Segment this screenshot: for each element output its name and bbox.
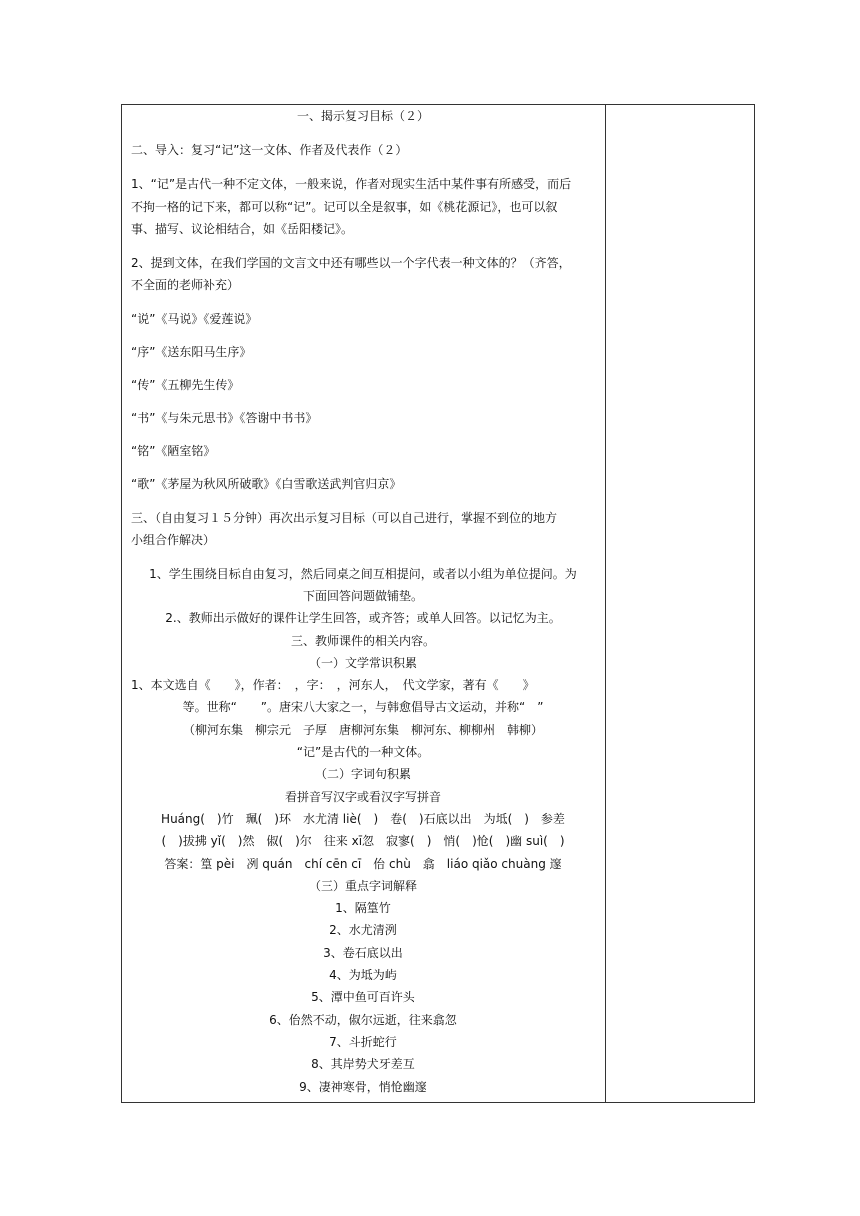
pinyin-exercise-line: Huáng( )竹 珮( )环 水尤清 liè( ) 卷( )石底以出 为坻( ) 参差 <box>161 812 565 826</box>
answer-line: （柳河东集 柳宗元 子厚 唐柳河东集 柳河东、柳柳州 韩柳） <box>182 723 543 737</box>
paragraph-line: 1、学生围绕目标自由复习，然后同桌之间互相提问，或者以小组为单位提问。为 <box>149 567 577 581</box>
section-heading-1: 一、揭示复习目标（２） <box>296 109 429 123</box>
list-item: 3、卷石底以出 <box>323 946 403 960</box>
instruction-line: 看拼音写汉字或看汉字写拼音 <box>284 790 441 804</box>
subsection-heading: （一）文学常识积累 <box>308 656 417 670</box>
list-item: 4、为坻为屿 <box>329 968 397 982</box>
list-item: 8、其岸势犬牙差互 <box>311 1057 415 1071</box>
fill-in-line: 等。世称“ ”。唐宋八大家之一，与韩愈倡导古文运动，并称“ ” <box>182 700 544 714</box>
genre-line: “序”《送东阳马生序》 <box>131 345 252 359</box>
paragraph-line: “记”是古代的一种文体。 <box>296 745 430 759</box>
genre-line: “歌”《茅屋为秋风所破歌》《白雪歌送武判官归京》 <box>131 477 402 491</box>
subsection-heading: 三、教师课件的相关内容。 <box>290 634 435 648</box>
pinyin-exercise-line: ( )拔拂 yǐ( )然 俶( )尔 往来 xī忽 寂寥( ) 悄( )怆( )幽 suì( ) <box>161 834 565 848</box>
paragraph-line: 事、描写、议论相结合，如《岳阳楼记》。 <box>131 222 354 236</box>
genre-line: “书”《与朱元思书》《答谢中书书》 <box>131 411 318 425</box>
paragraph-line: 下面回答问题做铺垫。 <box>302 589 423 603</box>
answer-line: 答案：篁 pèi 冽 quán chí cēn cī 佁 chù 翕 liáo qiǎo chuàng 邃 <box>164 857 562 871</box>
fill-in-line: 1、本文选自《 》，作者： ，字： ，河东人， 代文学家，著有《 》 <box>131 678 535 692</box>
list-item: 9、凄神寒骨，悄怆幽邃 <box>299 1080 427 1094</box>
section-heading-3: 三、（自由复习１５分钟）再次出示复习目标（可以自己进行，掌握不到位的地方 <box>131 511 558 525</box>
list-item: 7、斗折蛇行 <box>329 1035 397 1049</box>
paragraph-line: 1、“记”是古代一种不定文体，一般来说，作者对现实生活中某件事有所感受，而后 <box>131 177 572 191</box>
list-item: 5、潭中鱼可百许头 <box>311 990 415 1004</box>
section-heading-2: 二、导入：复习“记”这一文体、作者及代表作（２） <box>131 143 408 157</box>
subsection-heading: （二）字词句积累 <box>314 767 411 781</box>
list-item: 6、佁然不动，俶尔远逝，往来翕忽 <box>269 1013 457 1027</box>
list-item: 1、隔篁竹 <box>335 901 391 915</box>
table-column-divider <box>605 104 606 1103</box>
paragraph-line: 不全面的老师补充） <box>131 278 240 292</box>
genre-line: “说”《马说》《爱莲说》 <box>131 312 258 326</box>
subsection-heading: （三）重点字词解释 <box>308 879 417 893</box>
paragraph-line: 不拘一格的记下来，都可以称“记”。记可以全是叙事，如《桃花源记》，也可以叙 <box>131 200 558 214</box>
section-heading-3-cont: 小组合作解决） <box>131 533 216 547</box>
paragraph-line: 2、提到文体，在我们学国的文言文中还有哪些以一个字代表一种文体的？（齐答， <box>131 256 571 270</box>
paragraph-line: 2.、教师出示做好的课件让学生回答，或齐答；或单人回答。以记忆为主。 <box>165 611 561 625</box>
genre-line: “传”《五柳先生传》 <box>131 378 240 392</box>
genre-line: “铭”《陋室铭》 <box>131 444 216 458</box>
list-item: 2、水尤清洌 <box>329 923 397 937</box>
